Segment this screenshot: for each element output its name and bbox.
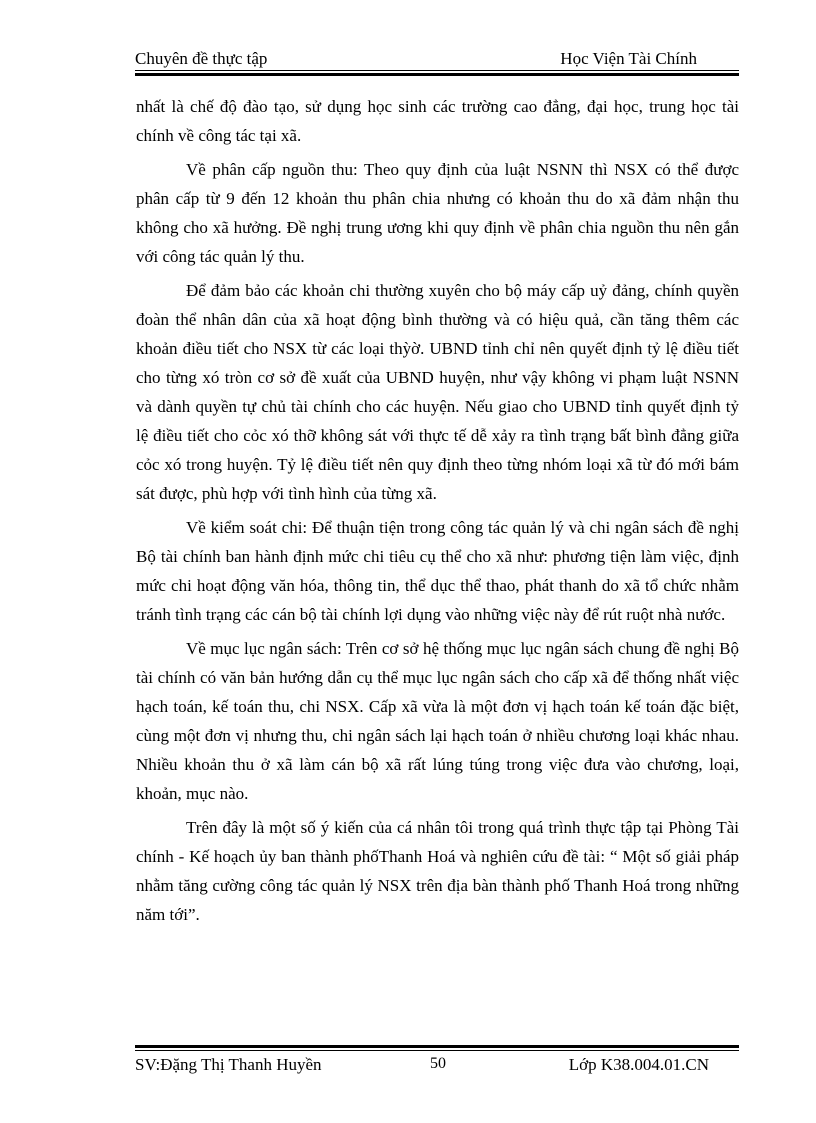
footer-rule-thin (135, 1050, 739, 1051)
page-header (135, 47, 739, 69)
page-footer (135, 1053, 739, 1077)
header-rule-thin (135, 70, 739, 71)
footer-student-name: SV:Đặng Thị Thanh Huyền (135, 1055, 322, 1074)
paragraph-conclusion: Trên đây là một số ý kiến của cá nhân tôi trong quá trình thực tập tại Phòng Tài chính - Kế hoạch ủy ban thành phốThanh Hoá và nghiên cứu đề tài: “ Một số giải pháp nhằm tăng cường công tác quản lý NSX trên địa bàn thành phố Thanh Hoá trong những năm tới”. (136, 818, 739, 924)
paragraph-revenue-decentralization: Về phân cấp nguồn thu: Theo quy định của luật NSNN thì NSX có thể được phân cấp từ 9 đến 12 khoản thu phân chia nhưng có khoản thu do xã đảm nhận thu không cho xã hưởng. Đề nghị trung ương khi quy định về phân chia nguồn thu nên gắn với công tác quản lý thu. (136, 160, 739, 266)
paragraph-expenditure-control: Về kiểm soát chi: Để thuận tiện trong công tác quản lý và chi ngân sách đề nghị Bộ tài chính ban hành định mức chi tiêu cụ thể cho xã như: phương tiện làm việc, định mức chi hoạt động văn hóa, thông tin, thể dục thể thao, phát thanh do xã tổ chức nhằm tránh tình trạng các cán bộ tài chính lợi dụng vào những việc này để rút ruột nhà nước. (136, 518, 739, 624)
footer-rule-thick (135, 1045, 739, 1048)
document-body (136, 92, 739, 934)
footer-class-code: Lớp K38.004.01.CN (568, 1055, 709, 1074)
paragraph-budget-index: Về mục lục ngân sách: Trên cơ sở hệ thống mục lục ngân sách chung đề nghị Bộ tài chính có văn bản hướng dẫn cụ thể mục lục ngân sách cho cấp xã để thống nhất việc hạch toán, kế toán thu, chi NSX. Cấp xã vừa là một đơn vị hạch toán kế toán đặc biệt, cùng một đơn vị nhưng thu, chi ngân sách lại hạch toán ở nhiều chương loại khác nhau. Nhiều khoản thu ở xã làm cán bộ xã rất lúng túng trong việc đưa vào chương, loại, khoản, mục nào. (136, 639, 739, 803)
page-number: 50 (430, 1055, 446, 1072)
header-left-title: Chuyên đề thực tập (135, 49, 268, 68)
paragraph-continuation: nhất là chế độ đào tạo, sử dụng học sinh các trường cao đẳng, đại học, trung học tài chính về công tác tại xã. (136, 97, 739, 145)
header-right-title: Học Viện Tài Chính (560, 49, 697, 68)
header-rule-thick (135, 73, 739, 76)
paragraph-regular-expenditure: Để đảm bảo các khoản chi thường xuyên cho bộ máy cấp uỷ đảng, chính quyền đoàn thể nhân dân của xã hoạt động bình thường và có hiệu quả, cần tăng thêm các khoản điều tiết cho NSX từ các loại thỳờ. UBND tỉnh chỉ nên quyết định tỷ lệ điều tiết cho từng xó tròn cơ sở đề xuất của UBND huyện, như vậy không vi phạm luật NSNN và dành quyền tự chủ tài chính cho các huyện. Nếu giao cho UBND tỉnh quyết định tỷ lệ điều tiết cho cỏc xó thỡ không sát với thực tế dễ xảy ra tình trạng bất bình đẳng giữa cỏc xó trong huyện. Tỷ lệ điều tiết nên quy định theo từng nhóm loại xã từ đó mới bám sát được, phù hợp với tình hình của từng xã. (136, 281, 739, 503)
